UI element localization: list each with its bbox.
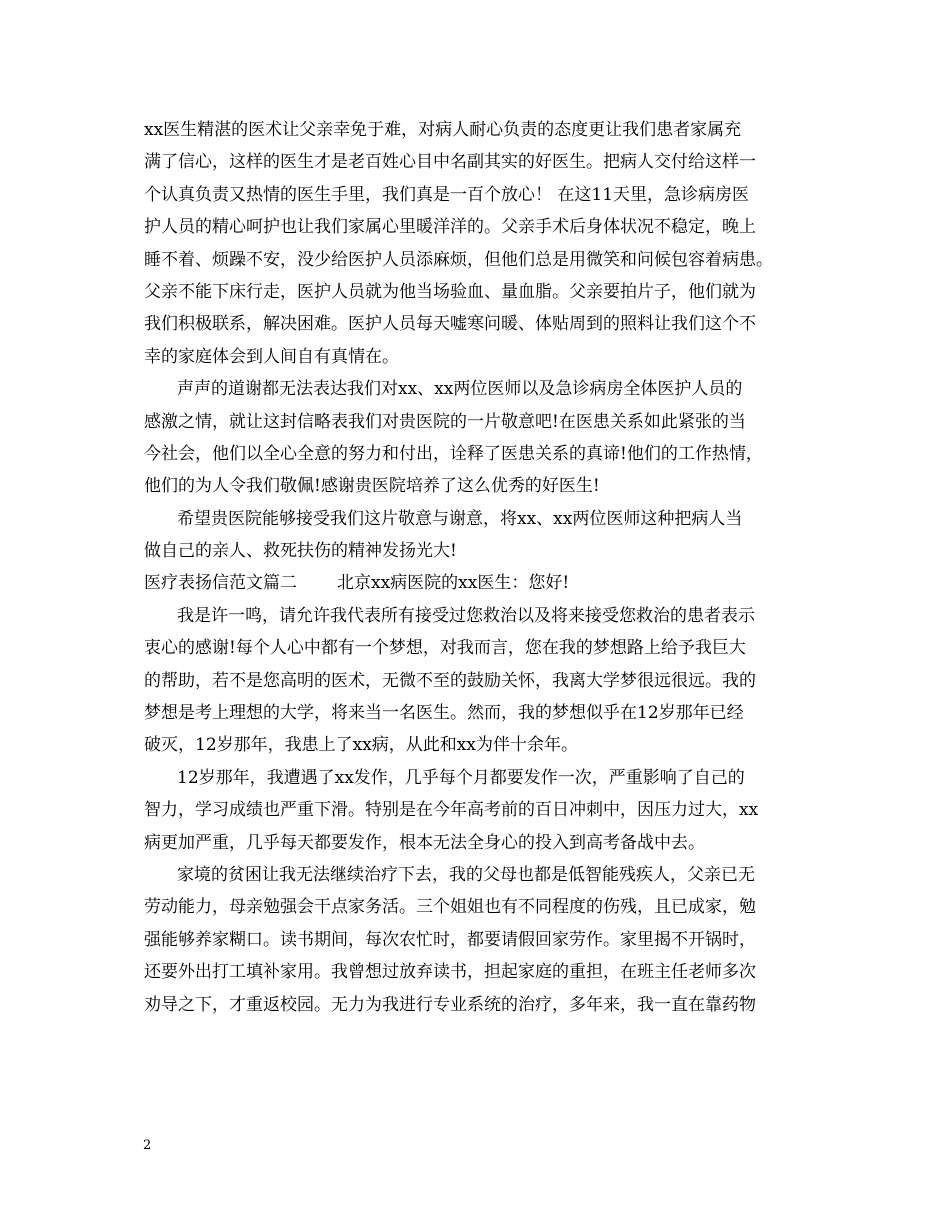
text-line: 幸的家庭体会到人间自有真情在。 <box>144 346 399 367</box>
text-line: 感激之情，就让这封信略表我们对贵医院的一片敬意吧!在医患关系如此紧张的当 <box>144 411 746 432</box>
letter-salutation: 北京xx病医院的xx医生：您好! <box>337 573 570 594</box>
text-line: 今社会，他们以全心全意的努力和付出，诠释了医患关系的真谛!他们的工作热情， <box>144 443 763 464</box>
text-line: 声声的道谢都无法表达我们对xx、xx两位医师以及急诊病房全体医护人员的 <box>177 379 743 400</box>
section-title: 医疗表扬信范文篇二 <box>144 573 297 594</box>
text-line: 做自己的亲人、救死扶伤的精神发扬光大! <box>144 541 457 562</box>
text-line: xx医生精湛的医术让父亲幸免于难，对病人耐心负责的态度更让我们患者家属充 <box>144 120 742 140</box>
text-line: 个认真负责又热情的医生手里，我们真是一百个放心！ 在这11天里，急诊病房医 <box>144 184 750 205</box>
text-line: 希望贵医院能够接受我们这片敬意与谢意，将xx、xx两位医师这种把病人当 <box>177 508 743 529</box>
text-line: 还要外出打工填补家用。我曾想过放弃读书，担起家庭的重担，在班主任老师多次 <box>144 962 756 983</box>
text-line: 我是许一鸣，请允许我代表所有接受过您救治以及将来接受您救治的患者表示 <box>177 605 755 626</box>
text-line: 强能够养家糊口。读书期间，每次农忙时，都要请假回家劳作。家里揭不开锅时， <box>144 929 756 950</box>
text-line: 12岁那年，我遭遇了xx发作，几乎每个月都要发作一次，严重影响了自己的 <box>177 767 745 788</box>
section-heading <box>144 567 820 599</box>
page-number: 2 <box>143 1138 152 1153</box>
text-line: 衷心的感谢!每个人心中都有一个梦想，对我而言，您在我的梦想路上给予我巨大 <box>144 638 746 659</box>
text-line: 满了信心，这样的医生才是老百姓心目中名副其实的好医生。把病人交付给这样一 <box>144 152 756 173</box>
text-line: 家境的贫困让我无法继续治疗下去，我的父母也都是低智能残疾人，父亲已无 <box>177 864 755 885</box>
text-line: 的帮助，若不是您高明的医术，无微不至的鼓励关怀，我离大学梦很远很远。我的 <box>144 670 756 691</box>
text-line: 破灭，12岁那年，我患上了xx病，从此和xx为伴十余年。 <box>144 735 578 756</box>
text-line: 梦想是考上理想的大学，将来当一名医生。然而，我的梦想似乎在12岁那年已经 <box>144 703 744 724</box>
text-line: 护人员的精心呵护也让我们家属心里暖洋洋的。父亲手术后身体状况不稳定，晚上 <box>144 217 756 238</box>
text-line: 他们的为人令我们敬佩!感谢贵医院培养了这么优秀的好医生! <box>144 476 600 497</box>
text-line: 病更加严重，几乎每天都要发作，根本无法全身心的投入到高考备战中去。 <box>144 832 705 853</box>
text-line: 睡不着、烦躁不安，没少给医护人员添麻烦，但他们总是用微笑和问候包容着病患。 <box>144 249 773 270</box>
text-line: 智力，学习成绩也严重下滑。特别是在今年高考前的百日冲刺中，因压力过大，xx <box>144 800 759 821</box>
text-line: 劝导之下，才重返校园。无力为我进行专业系统的治疗，多年来，我一直在靠药物 <box>144 994 756 1015</box>
text-line: 父亲不能下床行走，医护人员就为他当场验血、量血脂。父亲要拍片子，他们就为 <box>144 281 756 302</box>
text-line: 劳动能力，母亲勉强会干点家务活。三个姐姐也有不同程度的伤残，且已成家，勉 <box>144 897 756 918</box>
document-body <box>144 114 820 1021</box>
text-line: 我们积极联系，解决困难。医护人员每天嘘寒问暖、体贴周到的照料让我们这个不 <box>144 314 756 335</box>
